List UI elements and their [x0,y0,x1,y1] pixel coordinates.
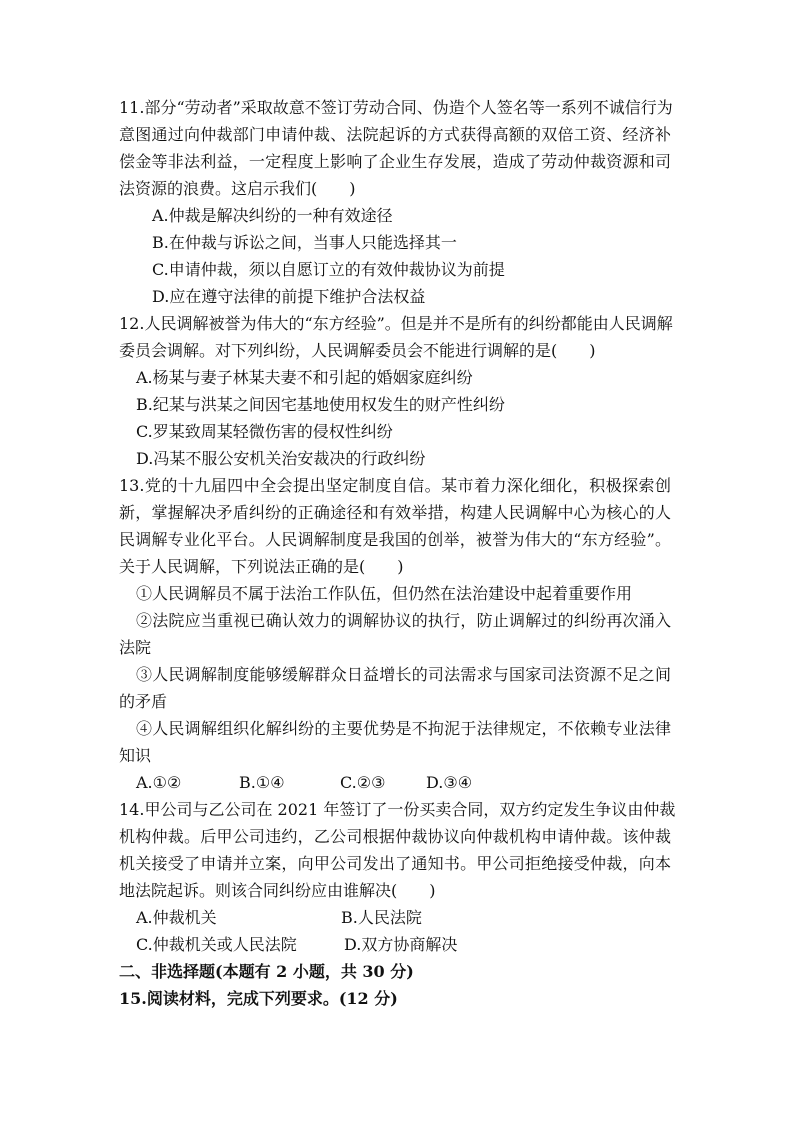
q12-option-d: D.冯某不服公安机关治安裁决的行政纠纷 [136,449,426,468]
q13-statement-1: ①人民调解员不属于法治工作队伍，但仍然在法治建设中起着重要作用 [136,584,633,603]
section-2-heading: 二、非选择题(本题有 2 小题，共 30 分) [119,962,414,981]
q14-option-d: D.双方协商解决 [344,935,458,954]
q14-option-c: C.仲裁机关或人民法院 [136,935,297,954]
q13-line-4: 关于人民调解，下列说法正确的是( ) [119,557,404,576]
q11-line-2: 意图通过向仲裁部门申请仲裁、法院起诉的方式获得高额的双倍工资、经济补 [119,125,671,144]
q13-statement-2-cont: 法院 [119,638,152,657]
q13-statement-3: ③人民调解制度能够缓解群众日益增长的司法需求与国家司法资源不足之间 [136,665,671,684]
q11-option-a: A.仲裁是解决纠纷的一种有效途径 [152,206,393,225]
q13-statement-2: ②法院应当重视已确认效力的调解协议的执行，防止调解过的纠纷再次涌入 [136,611,671,630]
q13-line-1: 13.党的十九届四中全会提出坚定制度自信。某市着力深化细化，积极探索创 [119,476,671,495]
q11-option-d: D.应在遵守法律的前提下维护合法权益 [152,287,426,306]
q13-statement-4: ④人民调解组织化解纠纷的主要优势是不拘泥于法律规定，不依赖专业法律 [136,719,671,738]
q12-line-2: 委员会调解。对下列纠纷，人民调解委员会不能进行调解的是( ) [119,341,596,360]
q12-option-c: C.罗某致周某轻微伤害的侵权性纠纷 [136,422,393,441]
q13-line-3: 民调解专业化平台。人民调解制度是我国的创举，被誉为伟大的“东方经验”。 [119,530,671,549]
q13-option-b: B.①④ [239,773,285,792]
q14-options-row-1 [136,908,422,928]
q11-option-c: C.申请仲裁，须以自愿订立的有效仲裁协议为前提 [152,260,505,279]
q13-statement-3-cont: 的矛盾 [119,692,168,711]
q13-line-2: 新，掌握解决矛盾纠纷的正确途径和有效举措，构建人民调解中心为核心的人 [119,503,671,522]
q14-line-1: 14.甲公司与乙公司在 2021 年签订了一份买卖合同，双方约定发生争议由仲裁 [119,800,676,819]
q13-options-row [136,773,472,793]
q11-line-3: 偿金等非法利益，一定程度上影响了企业生存发展，造成了劳动仲裁资源和司 [119,152,671,171]
q12-option-a: A.杨某与妻子林某夫妻不和引起的婚姻家庭纠纷 [136,368,473,387]
q11-option-b: B.在仲裁与诉讼之间，当事人只能选择其一 [152,233,457,252]
q14-line-4: 地法院起诉。则该合同纠纷应由谁解决( ) [119,881,436,900]
q13-option-c: C.②③ [340,773,386,792]
q13-statement-4-cont: 知识 [119,746,152,765]
q11-line-1: 11.部分“劳动者”采取故意不签订劳动合同、伪造个人签名等一系列不诚信行为 [119,98,673,117]
q14-options-row-2 [136,935,457,955]
q13-option-d: D.③④ [426,773,473,792]
q14-option-a: A.仲裁机关 [136,908,217,927]
q14-line-3: 机关接受了申请并立案，向甲公司发出了通知书。甲公司拒绝接受仲裁，向本 [119,854,671,873]
q14-option-b: B.人民法院 [341,908,422,927]
q14-line-2: 机构仲裁。后甲公司违约，乙公司根据仲裁协议向仲裁机构申请仲裁。该仲裁 [119,827,671,846]
q11-line-4: 法资源的浪费。这启示我们( ) [119,179,356,198]
q13-option-a: A.①② [136,773,182,792]
q15-line: 15.阅读材料，完成下列要求。(12 分) [119,989,398,1008]
q12-option-b: B.纪某与洪某之间因宅基地使用权发生的财产性纠纷 [136,395,505,414]
q12-line-1: 12.人民调解被誉为伟大的“东方经验”。但是并不是所有的纠纷都能由人民调解 [119,314,673,333]
